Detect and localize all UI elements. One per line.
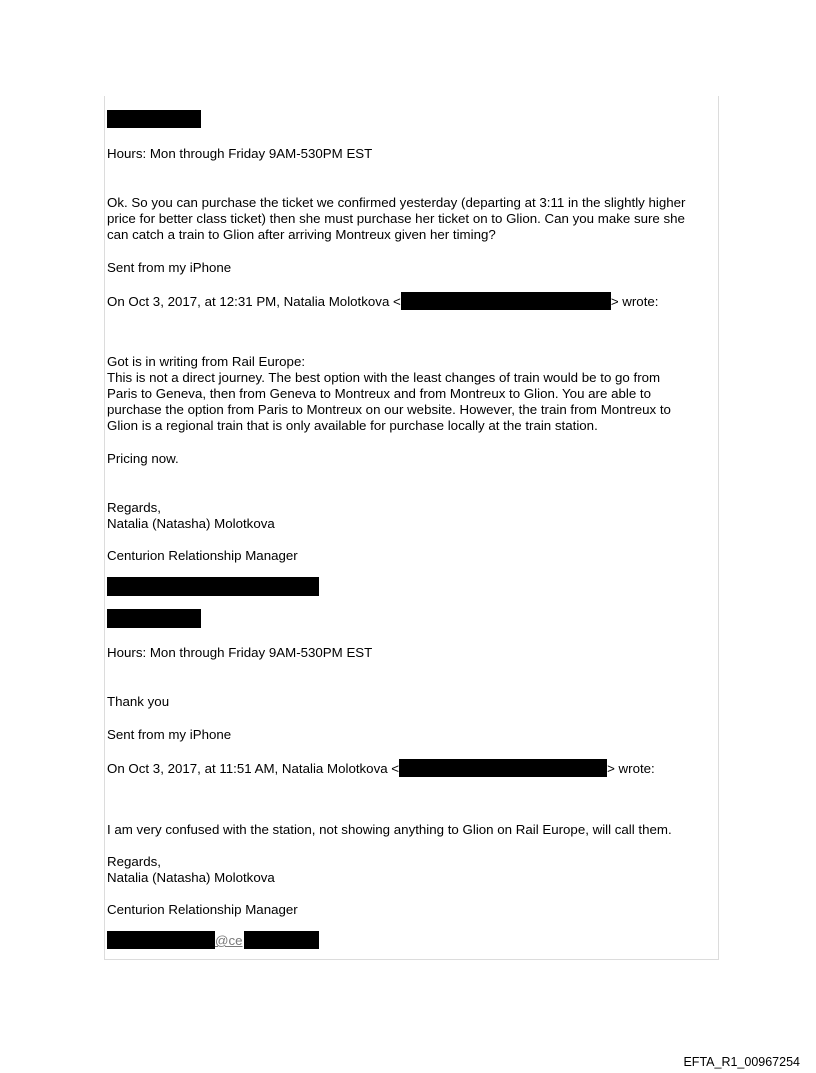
reply-line: price for better class ticket) then she must purchase her ticket on to Glion. Can you make sure she: [107, 211, 685, 226]
signature-title: Centurion Relationship Manager: [107, 902, 298, 917]
reply-line: Ok. So you can purchase the ticket we confirmed yesterday (departing at 3:11 in the slightly higher: [107, 195, 686, 210]
redaction-block: [107, 577, 319, 596]
redaction-block: [107, 609, 201, 628]
quote-header-prefix: On Oct 3, 2017, at 11:51 AM, Natalia Molotkova <: [107, 761, 400, 776]
message-line: Got is in writing from Rail Europe:: [107, 354, 306, 369]
hours-text: Hours: Mon through Friday 9AM-530PM EST: [107, 146, 373, 161]
message-line: This is not a direct journey. The best option with the least changes of train would be to go from: [107, 370, 661, 385]
email-link[interactable]: @ce: [215, 933, 243, 948]
document-id: EFTA_R1_00967254: [683, 1055, 800, 1069]
redacted-email: [401, 292, 611, 310]
quote-header: [107, 292, 658, 310]
message-line: I am very confused with the station, not showing anything to Glion on Rail Europe, will call them.: [107, 822, 672, 837]
quote-header-suffix: > wrote:: [607, 761, 655, 776]
quote-header-prefix: On Oct 3, 2017, at 12:31 PM, Natalia Molotkova <: [107, 294, 401, 309]
message-line: Glion is a regional train that is only available for purchase locally at the train station.: [107, 418, 598, 433]
quote-header-suffix: > wrote:: [610, 294, 659, 309]
reply-line: can catch a train to Glion after arriving Montreux given her timing?: [107, 227, 496, 242]
signature-title: Centurion Relationship Manager: [107, 548, 298, 563]
sent-from-text: Sent from my iPhone: [107, 260, 232, 275]
redacted-email: [399, 759, 607, 777]
sent-from-text: Sent from my iPhone: [107, 727, 232, 742]
quote-header: [107, 759, 655, 777]
hours-text: Hours: Mon through Friday 9AM-530PM EST: [107, 645, 373, 660]
signature-name: Natalia (Natasha) Molotkova: [107, 870, 275, 885]
regards-text: Regards,: [107, 854, 161, 869]
thanks-text: Thank you: [107, 694, 170, 709]
message-line: Paris to Geneva, then from Geneva to Montreux and from Montreux to Glion. You are able to: [107, 386, 651, 401]
regards-text: Regards,: [107, 500, 161, 515]
signature-name: Natalia (Natasha) Molotkova: [107, 516, 275, 531]
redaction-block: [107, 931, 215, 949]
redaction-block: [244, 931, 319, 949]
redaction-block: [107, 110, 201, 128]
message-line: purchase the option from Paris to Montreux on our website. However, the train from Montreux to: [107, 402, 671, 417]
pricing-text: Pricing now.: [107, 451, 179, 466]
